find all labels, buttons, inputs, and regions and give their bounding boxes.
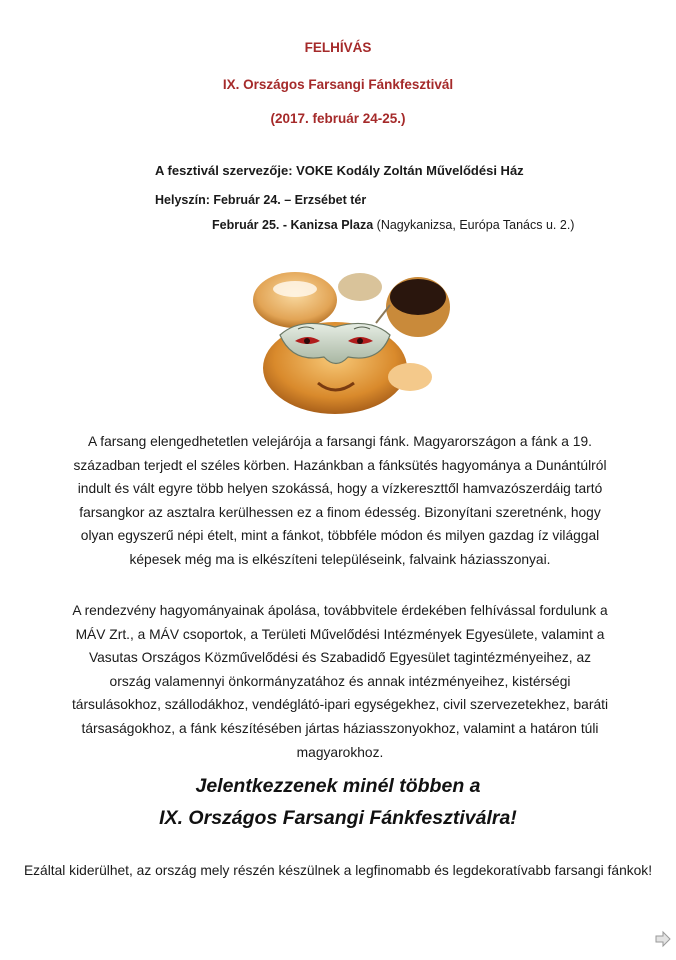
- location-line-2-bold: Február 25. - Kanizsa Plaza: [212, 218, 374, 232]
- location-line-1: Helyszín: Február 24. – Erzsébet tér: [155, 193, 367, 207]
- event-dates: (2017. február 24-25.): [270, 111, 406, 126]
- body-paragraph-1: A farsang elengedhetetlen velejárója a farsangi fánk. Magyarországon a fánk a 19. században terjedt el széles körben. Hazánkban a fánksütés hagyománya a Dunántúlról indult és vált egyre több helyen szokássá, hogy a vízkereszttől hamvazószerdáig tartó farsangkor az asztalra kerülhessen ez a finom édesség. Bizonyítani szeretnénk, hogy olyan egyszerű népi ételt, mint a fánkot, többféle módon és milyen gazdag íz világgal képesek még ma is elkészíteni településeink, falvaink háziasszonyai.: [73, 434, 607, 567]
- call-to-action-line-2: IX. Országos Farsangi Fánkfesztiválra!: [159, 807, 517, 829]
- location-line-2-address: (Nagykanizsa, Európa Tanács u. 2.): [373, 218, 575, 232]
- event-title: IX. Országos Farsangi Fánkfesztivál: [222, 77, 454, 92]
- organizer-line: A fesztivál szervezője: VOKE Kodály Zoltán Művelődési Ház: [155, 163, 524, 178]
- body-paragraph-2: A rendezvény hagyományainak ápolása, továbbvitele érdekében felhívással fordulunk a MÁV Zrt., a MÁV csoportok, a Területi Művelődési Intézmények Egyesülete, valamint a Vasutas Országos Közművelődési és Szabadidő Egyesület tagintézményeihez, az ország valamennyi önkormányzatához és annak intézményeihez, kistérségi társulásokhoz, szállodákhoz, vendéglátó-ipari egységekhez, civil szervezetekhez, baráti társaságokhoz, a fánk készítésében jártas háziasszonyokhoz, valamint a határon túli magyarokhoz.: [71, 603, 609, 760]
- next-page-arrow-icon[interactable]: [654, 930, 672, 948]
- location-line-2: [212, 218, 574, 232]
- donuts-with-mask-photo: [240, 265, 450, 415]
- call-to-action-line-1: Jelentkezzenek minél többen a: [195, 775, 481, 797]
- call-heading: FELHÍVÁS: [304, 40, 372, 55]
- closing-text: Ezáltal kiderülhet, az ország mely részén készülnek a legfinomabb és legdekoratívabb farsangi fánkok!: [23, 863, 653, 878]
